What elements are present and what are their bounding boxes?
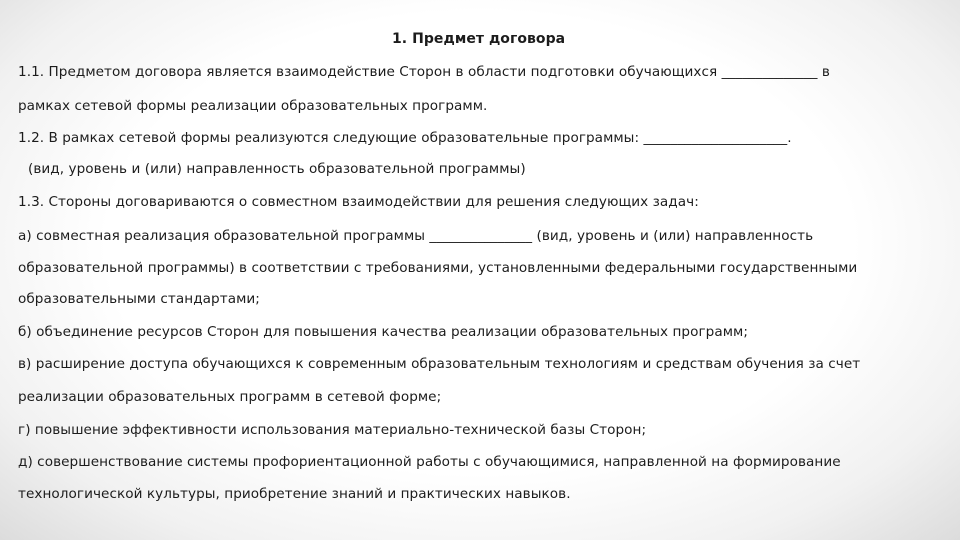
clause-1-2-note: (вид, уровень и (или) направленность образовательной программы)	[28, 161, 526, 177]
clause-1-1-line-1: 1.1. Предметом договора является взаимодействие Сторон в области подготовки обучающихся ______________ в	[18, 64, 830, 80]
item-a-line-3: образовательными стандартами;	[18, 291, 260, 307]
clause-1-3: 1.3. Стороны договариваются о совместном взаимодействии для решения следующих задач:	[18, 194, 699, 210]
item-a-line-2: образовательной программы) в соответствии с требованиями, установленными федеральными государственными	[18, 260, 858, 276]
item-b: б) объединение ресурсов Сторон для повышения качества реализации образовательных программ;	[18, 324, 748, 340]
item-d-line-1: д) совершенствование системы профориентационной работы с обучающимися, направленной на формирование	[18, 454, 841, 470]
item-d-line-2: технологической культуры, приобретение знаний и практических навыков.	[18, 486, 571, 502]
clause-1-1-line-2: рамках сетевой формы реализации образовательных программ.	[18, 98, 488, 114]
section-title: 1. Предмет договора	[392, 31, 566, 47]
item-v-line-2: реализации образовательных программ в сетевой форме;	[18, 389, 442, 405]
item-a-line-1: а) совместная реализация образовательной программы _______________ (вид, уровень и (или) направленность	[18, 228, 814, 244]
clause-1-2: 1.2. В рамках сетевой формы реализуются следующие образовательные программы: _____________________.	[18, 130, 792, 146]
item-v-line-1: в) расширение доступа обучающихся к современным образовательным технологиям и средствам обучения за счет	[18, 356, 861, 372]
item-g: г) повышение эффективности использования материально-технической базы Сторон;	[18, 422, 647, 438]
